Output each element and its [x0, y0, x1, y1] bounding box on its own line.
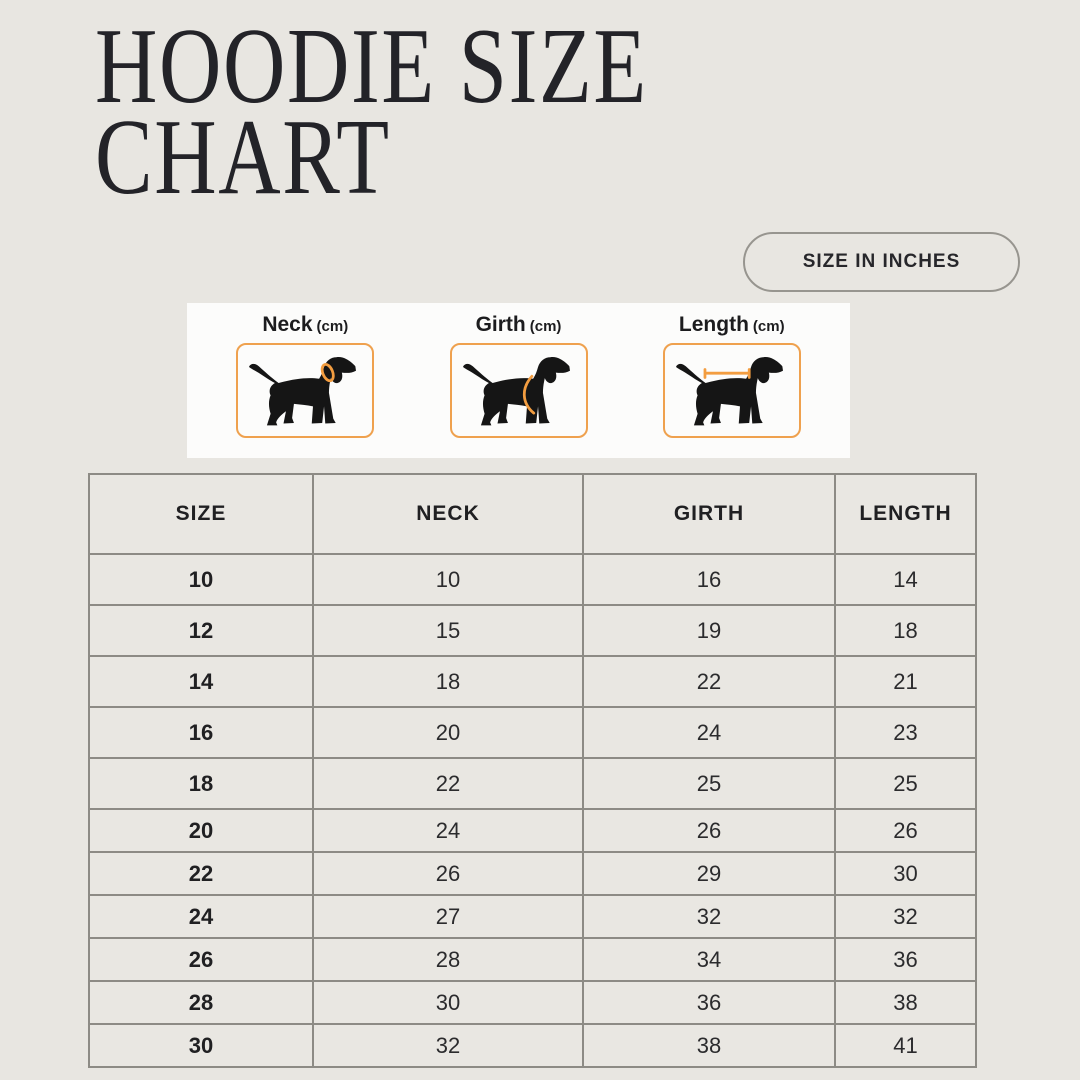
table-row: [89, 852, 976, 895]
table-cell: 27: [313, 895, 583, 938]
table-cell: 24: [89, 895, 313, 938]
table-cell: 25: [583, 758, 835, 809]
size-table-header: [89, 474, 976, 554]
table-cell: 32: [313, 1024, 583, 1067]
size-table: [88, 473, 977, 1068]
panel-label: Neck (cm): [262, 313, 349, 336]
table-cell: 36: [583, 981, 835, 1024]
dog-silhouette-icon: [669, 348, 795, 434]
table-row: [89, 707, 976, 758]
column-header-neck: NECK: [313, 474, 583, 554]
dog-measurement-box: [236, 343, 374, 438]
table-cell: 15: [313, 605, 583, 656]
badge-label: SIZE IN INCHES: [802, 251, 961, 272]
table-cell: 10: [89, 554, 313, 605]
table-cell: 19: [583, 605, 835, 656]
table-row: [89, 938, 976, 981]
dog-silhouette-icon: [456, 348, 582, 434]
table-cell: 18: [313, 656, 583, 707]
table-row: [89, 605, 976, 656]
table-cell: 18: [89, 758, 313, 809]
column-header-length: LENGTH: [835, 474, 976, 554]
diagram-panel-girth: [424, 303, 614, 438]
table-cell: 29: [583, 852, 835, 895]
table-cell: 32: [835, 895, 976, 938]
dog-measurement-box: [663, 343, 801, 438]
table-row: [89, 895, 976, 938]
table-cell: 36: [835, 938, 976, 981]
size-in-inches-badge: [743, 232, 1020, 292]
table-cell: 10: [313, 554, 583, 605]
table-row: [89, 809, 976, 852]
table-cell: 24: [583, 707, 835, 758]
table-cell: 34: [583, 938, 835, 981]
measurement-diagram-strip: [187, 303, 850, 458]
table-row: [89, 981, 976, 1024]
table-cell: 26: [835, 809, 976, 852]
table-cell: 28: [313, 938, 583, 981]
table-cell: 26: [89, 938, 313, 981]
table-cell: 26: [313, 852, 583, 895]
dog-measurement-box: [450, 343, 588, 438]
table-header-row: [89, 474, 976, 554]
table-cell: 41: [835, 1024, 976, 1067]
table-cell: 21: [835, 656, 976, 707]
table-cell: 12: [89, 605, 313, 656]
table-cell: 22: [313, 758, 583, 809]
panel-label: Girth (cm): [475, 313, 562, 336]
table-cell: 30: [313, 981, 583, 1024]
table-cell: 16: [89, 707, 313, 758]
table-row: [89, 758, 976, 809]
page-title: HOODIE SIZE CHART: [95, 7, 648, 217]
table-cell: 24: [313, 809, 583, 852]
dog-silhouette-icon: [242, 348, 368, 434]
table-cell: 20: [89, 809, 313, 852]
table-cell: 38: [583, 1024, 835, 1067]
panel-label: Length (cm): [678, 313, 785, 336]
table-cell: 16: [583, 554, 835, 605]
column-header-size: SIZE: [89, 474, 313, 554]
size-table-body: [89, 554, 976, 1067]
table-row: [89, 1024, 976, 1067]
table-cell: 25: [835, 758, 976, 809]
table-cell: 23: [835, 707, 976, 758]
column-header-girth: GIRTH: [583, 474, 835, 554]
table-cell: 20: [313, 707, 583, 758]
table-cell: 38: [835, 981, 976, 1024]
table-cell: 30: [835, 852, 976, 895]
table-row: [89, 554, 976, 605]
table-cell: 26: [583, 809, 835, 852]
diagram-panel-length: [637, 303, 827, 438]
table-cell: 28: [89, 981, 313, 1024]
table-cell: 14: [89, 656, 313, 707]
table-cell: 32: [583, 895, 835, 938]
table-cell: 18: [835, 605, 976, 656]
table-cell: 14: [835, 554, 976, 605]
table-row: [89, 656, 976, 707]
table-cell: 22: [583, 656, 835, 707]
table-cell: 30: [89, 1024, 313, 1067]
table-cell: 22: [89, 852, 313, 895]
diagram-panel-neck: [210, 303, 400, 438]
length-measure-marker: [705, 369, 749, 377]
